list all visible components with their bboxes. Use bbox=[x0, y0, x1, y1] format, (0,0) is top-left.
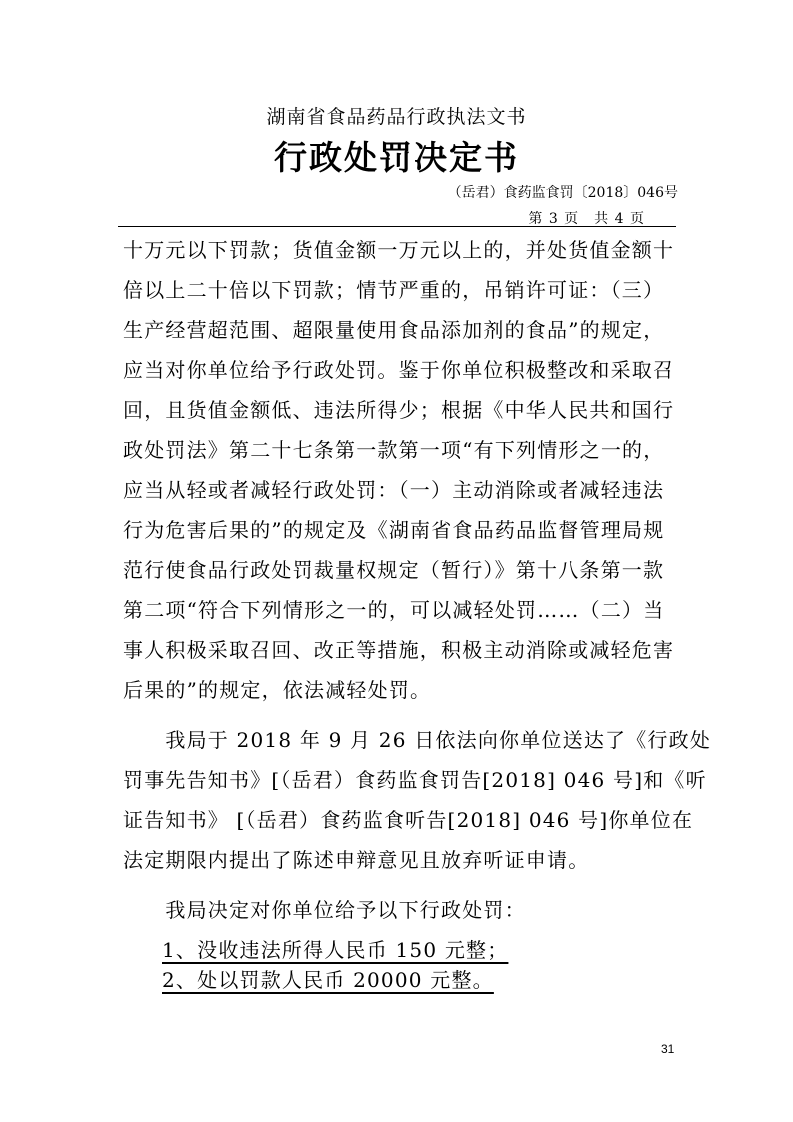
body-line: 法定期限内提出了陈述申辩意见且放弃听证申请。 bbox=[123, 848, 590, 872]
body-line: 十万元以下罚款；货值金额一万元以上的，并处货值金额十 bbox=[123, 238, 675, 262]
document-title: 行政处罚决定书 bbox=[274, 138, 519, 177]
body-line: 证告知书》 [（岳君）食药监食听告[2018] 046 号]你单位在 bbox=[123, 808, 694, 832]
issuing-agency: 湖南省食品药品行政执法文书 bbox=[266, 106, 527, 128]
penalty-item-2: 2、处以罚款人民币 20000 元整。 bbox=[162, 968, 494, 992]
document-number: （岳君）食药监食罚〔2018〕046号 bbox=[447, 185, 678, 201]
body-line: 第二项“符合下列情形之一的，可以减轻处罚……（二）当 bbox=[123, 598, 665, 622]
body-line: 行为危害后果的”的规定及《湖南省食品药品监督管理局规 bbox=[123, 518, 665, 542]
body-line: 后果的”的规定，依法减轻处罚。 bbox=[123, 678, 432, 702]
body-line: 政处罚法》第二十七条第一款第一项“有下列情形之一的， bbox=[123, 438, 665, 462]
body-line: 范行使食品行政处罚裁量权规定（暂行）》第十八条第一款 bbox=[123, 558, 665, 582]
page-number: 31 bbox=[661, 1042, 675, 1056]
header-rule bbox=[118, 226, 676, 227]
body-line: 罚事先告知书》[（岳君）食药监食罚告[2018] 046 号]和《听 bbox=[123, 768, 707, 792]
penalty-item-1: 1、没收违法所得人民币 150 元整； bbox=[162, 938, 509, 962]
body-line: 事人积极采取召回、改正等措施，积极主动消除或减轻危害 bbox=[123, 638, 675, 662]
body-line: 生产经营超范围、超限量使用食品添加剂的食品”的规定， bbox=[123, 318, 665, 342]
body-line: 我局决定对你单位给予以下行政处罚： bbox=[123, 898, 526, 922]
body-line: 倍以上二十倍以下罚款；情节严重的，吊销许可证：（三） bbox=[123, 278, 665, 302]
body-line: 应当从轻或者减轻行政处罚：（一）主动消除或者减轻违法 bbox=[123, 478, 665, 502]
body-line: 我局于 2018 年 9 月 26 日依法向你单位送达了《行政处 bbox=[123, 728, 712, 752]
page-info: 第 3 页 共 4 页 bbox=[528, 211, 645, 227]
body-line: 回，且货值金额低、违法所得少；根据《中华人民共和国行 bbox=[123, 398, 675, 422]
body-line: 应当对你单位给予行政处罚。鉴于你单位积极整改和采取召 bbox=[123, 358, 675, 382]
